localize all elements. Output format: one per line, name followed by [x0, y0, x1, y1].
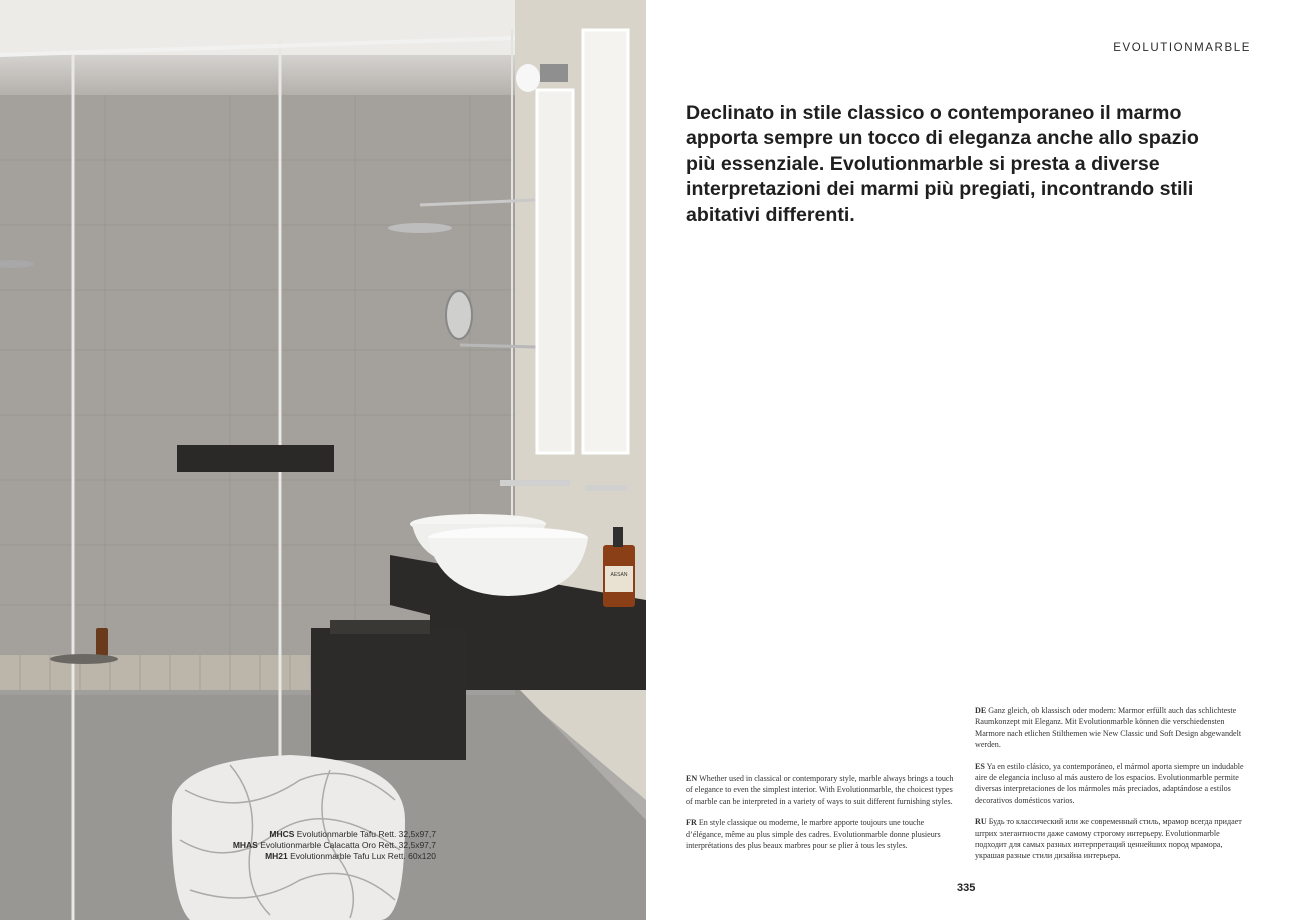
- text-column-right: [975, 705, 1247, 872]
- paragraph-de: [975, 705, 1247, 751]
- caption-desc: Evolutionmarble Tafu Rett. 32,5x97,7: [296, 829, 436, 839]
- paragraph-fr: [686, 817, 958, 851]
- photo-caption: [233, 829, 436, 862]
- caption-desc: Evolutionmarble Tafu Lux Rett. 60x120: [290, 851, 436, 861]
- caption-line: [233, 829, 436, 840]
- caption-desc: Evolutionmarble Calacatta Oro Rett. 32,5x97,7: [260, 840, 436, 850]
- lang-code-de: DE: [975, 706, 987, 715]
- caption-line: [233, 840, 436, 851]
- page-number: 335: [957, 882, 976, 894]
- paragraph-en: [686, 773, 958, 807]
- brand-header: EVOLUTIONMARBLE: [1113, 42, 1251, 54]
- caption-code: MH21: [265, 851, 288, 861]
- paragraph-es: [975, 761, 1247, 807]
- text-ru: Будь то классический или же современный стиль, мрамор всегда придает штрих элегантности даже самому строгому интерьеру. Evolutionmarble подходит для самых разных интерпретаций ценнейших пород мрамора, украшая разные стили дизайна интерьера.: [975, 817, 1242, 861]
- caption-line: [233, 851, 436, 862]
- text-de: Ganz gleich, ob klassisch oder modern: Marmor erfüllt auch das schlichteste Raumkonzept mit Eleganz. Mit Evolutionmarble können die verschiedensten Marmore nach etlichen Stilthemen wie New Classic und Soft Design abgewandelt werden.: [975, 706, 1242, 750]
- caption-code: MHAS: [232, 840, 258, 850]
- text-column-left: [686, 773, 958, 861]
- lang-code-ru: RU: [975, 817, 987, 827]
- text-es: Ya en estilo clásico, ya contemporáneo, el mármol aporta siempre un indudable aire de elegancia incluso al más austero de los espacios. Evolutionmarble permite diversas interpretaciones de los mármoles más preciados, adaptándose a estilos decorativos domésticos varios.: [975, 761, 1244, 805]
- lang-code-fr: FR: [686, 818, 697, 828]
- lang-code-en: EN: [686, 774, 698, 783]
- text-en: Whether used in classical or contemporary style, marble always brings a touch of elegance to even the simplest interior. With Evolutionmarble, the choicest types of marble can be interpreted in a variety of ways to suit different furnishing styles.: [686, 774, 954, 806]
- text-fr: En style classique ou moderne, le marbre apporte toujours une touche d’élégance, même au plus simple des cadres. Evolutionmarble donne plusieurs interprétations des plus beaux marbres pour se plier à tous les styles.: [686, 818, 941, 851]
- soap-label: AESAN: [610, 572, 628, 578]
- caption-code: MHCS: [269, 829, 295, 839]
- paragraph-ru: [975, 816, 1247, 862]
- headline: Declinato in stile classico o contemporaneo il marmo apporta sempre un tocco di eleganza anche allo spazio più essenziale. Evolutionmarble si presta a diverse interpretazioni dei marmi più pregiati, incontrando stili abitativi differenti.: [686, 102, 1199, 226]
- lang-code-es: ES: [975, 761, 985, 771]
